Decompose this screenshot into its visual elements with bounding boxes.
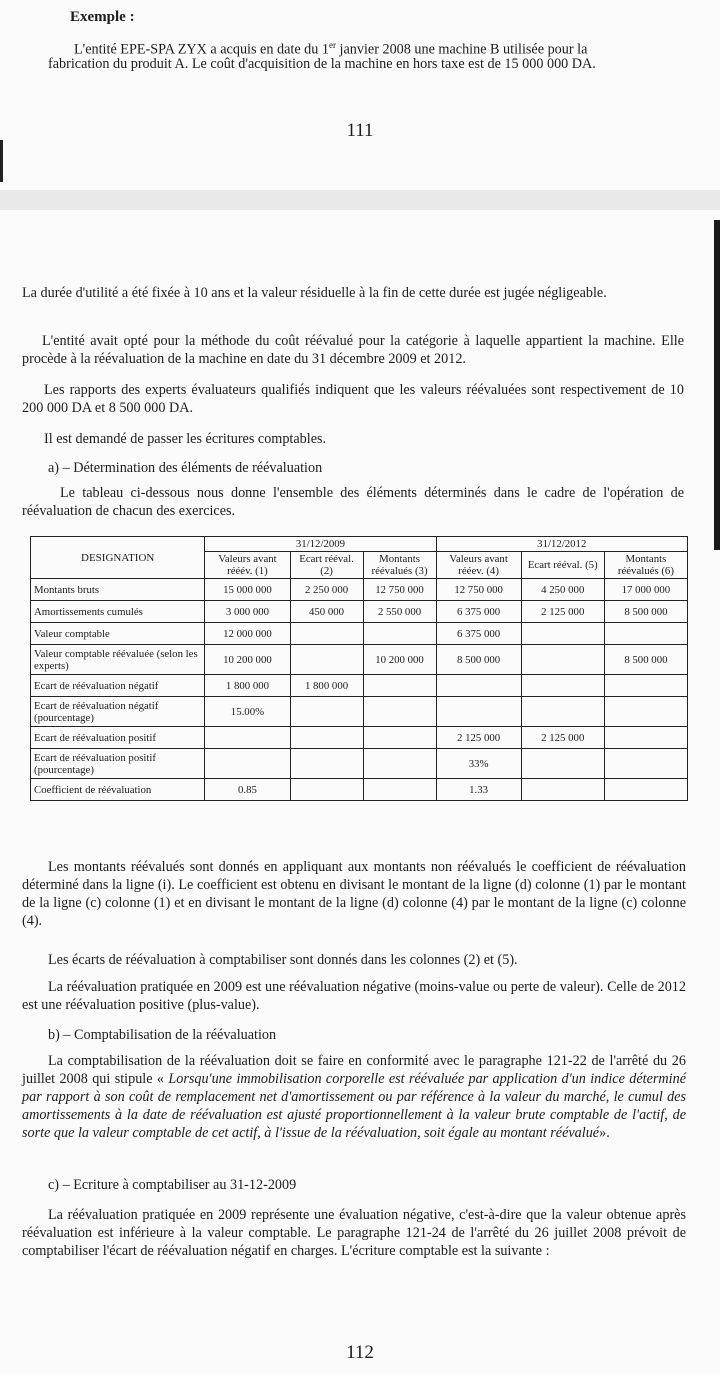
table-row (31, 749, 688, 779)
paragraph-ecarts: Les écarts de réévaluation à comptabiliser sont donnés dans les colonnes (2) et (5). (48, 952, 518, 968)
table-cell: 15 000 000 (205, 579, 290, 601)
paragraph-ecriture: La réévaluation pratiquée en 2009 représente une évaluation négative, c'est-à-dire que la valeur obtenue après réévaluation est inférieure à la valeur comptable. Le paragraphe 121-24 de l'arrêté du 26 juillet 2008 prévoit de comptabiliser l'écart de réévaluation négatif en charges. L'écriture comptable est la suivante : (22, 1207, 686, 1259)
col-header: Valeurs avant rééév. (1) (205, 552, 290, 579)
table-cell (290, 623, 363, 645)
row-label: Valeur comptable (31, 623, 205, 645)
paragraph-duree: La durée d'utilité a été fixée à 10 ans et la valeur résiduelle à la fin de cette durée est jugée négligeable. (22, 285, 607, 301)
header-date-2009: 31/12/2009 (205, 537, 436, 552)
table-cell (290, 749, 363, 779)
table-row (31, 623, 688, 645)
row-label: Montants bruts (31, 579, 205, 601)
quote-close: ». (599, 1125, 610, 1141)
col-header: Montants réévalués (3) (363, 552, 436, 579)
row-label: Ecart de réévaluation négatif (31, 675, 205, 697)
example-text-1: L'entité EPE-SPA ZYX a acquis en date du 1 (74, 41, 329, 58)
table-cell (521, 675, 604, 697)
table-cell: 2 125 000 (521, 601, 604, 623)
paragraph-demande: Il est demandé de passer les écritures comptables. (44, 431, 327, 447)
table-row (31, 779, 688, 801)
table-cell: 1.33 (436, 779, 521, 801)
table-cell (205, 727, 290, 749)
table-cell: 1 800 000 (205, 675, 290, 697)
row-label: Ecart de réévaluation positif (31, 727, 205, 749)
table-cell: 10 200 000 (363, 645, 436, 675)
table-cell: 6 375 000 (436, 623, 521, 645)
page-112 (0, 210, 720, 1374)
table-cell: 8 500 000 (604, 601, 687, 623)
paragraph-montants: Les montants réévalués sont donnés en appliquant aux montants non réévalués le coefficient de réévaluation déterminé dans la ligne (i). Le coefficient est obtenu en divisant le montant de la ligne (d) colonne (1) par le montant de la ligne (c) colonne (1) et en divisant le montant de la ligne (d) colonne (4) par le montant de la ligne (c) colonne (4). (22, 859, 686, 929)
table-cell: 12 000 000 (205, 623, 290, 645)
table-row (31, 697, 688, 727)
table-cell: 1 800 000 (290, 675, 363, 697)
quote-intro: La comptabilisation de la réévaluation doit se faire en conformité avec le paragraphe 121-22 de l'arrêté du 26 juillet 2008 qui stipule « (22, 1053, 686, 1087)
table-cell (363, 727, 436, 749)
header-designation: DESIGNATION (31, 537, 205, 579)
table-cell (604, 727, 687, 749)
paragraph-methode: L'entité avait opté pour la méthode du coût réévalué pour la catégorie à laquelle appartient la machine. Elle procède à la réévaluation de la machine en date du 31 décembre 2009 et 2012. (22, 333, 684, 367)
table-row (31, 601, 688, 623)
paragraph-tableau: Le tableau ci-dessous nous donne l'ensemble des éléments déterminés dans le cadre de l'opération de réévaluation de chacun des exercices. (22, 485, 684, 519)
table-cell: 2 125 000 (521, 727, 604, 749)
table-row (31, 727, 688, 749)
table-cell (604, 675, 687, 697)
table-cell: 4 250 000 (521, 579, 604, 601)
table-cell: 12 750 000 (436, 579, 521, 601)
table-cell (363, 675, 436, 697)
paragraph-2009-2012: La réévaluation pratiquée en 2009 est une réévaluation négative (moins-value ou perte de valeur). Celle de 2012 est une réévaluation positive (plus-value). (22, 979, 686, 1013)
table-cell: 2 250 000 (290, 579, 363, 601)
header-date-2012: 31/12/2012 (436, 537, 687, 552)
section-c-title: c) – Ecriture à comptabiliser au 31-12-2009 (48, 1177, 297, 1193)
table-cell: 12 750 000 (363, 579, 436, 601)
col-header: Ecart rééval. (5) (521, 552, 604, 579)
table-cell: 2 125 000 (436, 727, 521, 749)
table-row (31, 645, 688, 675)
revaluation-table (30, 536, 688, 801)
page-number: 111 (346, 120, 374, 141)
table-cell (521, 623, 604, 645)
table-cell (205, 749, 290, 779)
table-cell (363, 779, 436, 801)
row-label: Valeur comptable réévaluée (selon les experts) (31, 645, 205, 675)
table-cell (290, 727, 363, 749)
table-cell (604, 779, 687, 801)
table-cell (604, 697, 687, 727)
table-row (31, 675, 688, 697)
table-cell (521, 749, 604, 779)
col-header: Montants réévalués (6) (604, 552, 687, 579)
table-cell (363, 623, 436, 645)
table-cell (290, 697, 363, 727)
paragraph-experts: Les rapports des experts évaluateurs qualifiés indiquent que les valeurs réévaluées sont respectivement de 10 200 000 DA et 8 500 000 DA. (22, 382, 684, 416)
table-cell: 17 000 000 (604, 579, 687, 601)
table-cell (604, 749, 687, 779)
paragraph-comptabilisation (22, 1052, 686, 1142)
table-cell: 3 000 000 (205, 601, 290, 623)
table-cell (521, 779, 604, 801)
table-cell (436, 675, 521, 697)
table-cell (290, 779, 363, 801)
table-cell (521, 697, 604, 727)
row-label: Ecart de réévaluation négatif (pourcentage) (31, 697, 205, 727)
table-cell (363, 697, 436, 727)
table-cell: 8 500 000 (436, 645, 521, 675)
table-cell (436, 697, 521, 727)
table-cell (290, 645, 363, 675)
section-b-title: b) – Comptabilisation de la réévaluation (48, 1027, 277, 1043)
col-header: Valeurs avant rééev. (4) (436, 552, 521, 579)
example-text-2: fabrication du produit A. Le coût d'acquisition de la machine en hors taxe est de 15 000 000 DA. (48, 56, 596, 72)
section-a-title: a) – Détermination des éléments de réévaluation (48, 460, 323, 476)
table-cell (363, 749, 436, 779)
table-cell: 10 200 000 (205, 645, 290, 675)
table-cell: 33% (436, 749, 521, 779)
table-row (31, 579, 688, 601)
table-cell: 8 500 000 (604, 645, 687, 675)
table-cell: 6 375 000 (436, 601, 521, 623)
superscript-er: er (329, 40, 336, 50)
row-label: Amortissements cumulés (31, 601, 205, 623)
example-heading: Exemple : (70, 9, 135, 25)
page-separator (0, 190, 720, 210)
scan-edge (0, 140, 3, 182)
col-header: Ecart rééval. (2) (290, 552, 363, 579)
table-cell: 15.00% (205, 697, 290, 727)
quote-text: Lorsqu'une immobilisation corporelle est réévaluée par application d'un indice déterminé par rapport à son coût de remplacement net d'amortissement ou par référence à la valeur du marché, le cumul des amortissements à la date de réévaluation est ajusté proportionnellement à la valeur brute comptable de l'actif, de sorte que la valeur comptable de cet actif, à l'issue de la réévaluation, soit égale au montant réévalué (22, 1071, 686, 1141)
page-number: 112 (346, 1342, 374, 1363)
table-cell (604, 623, 687, 645)
page-111 (0, 0, 720, 190)
table-cell: 0.85 (205, 779, 290, 801)
example-text-1b: janvier 2008 une machine B utilisée pour la (336, 41, 588, 58)
table-cell: 2 550 000 (363, 601, 436, 623)
row-label: Ecart de réévaluation positif (pourcentage) (31, 749, 205, 779)
table-cell (521, 645, 604, 675)
scan-edge (714, 220, 720, 550)
row-label: Coefficient de réévaluation (31, 779, 205, 801)
table-cell: 450 000 (290, 601, 363, 623)
